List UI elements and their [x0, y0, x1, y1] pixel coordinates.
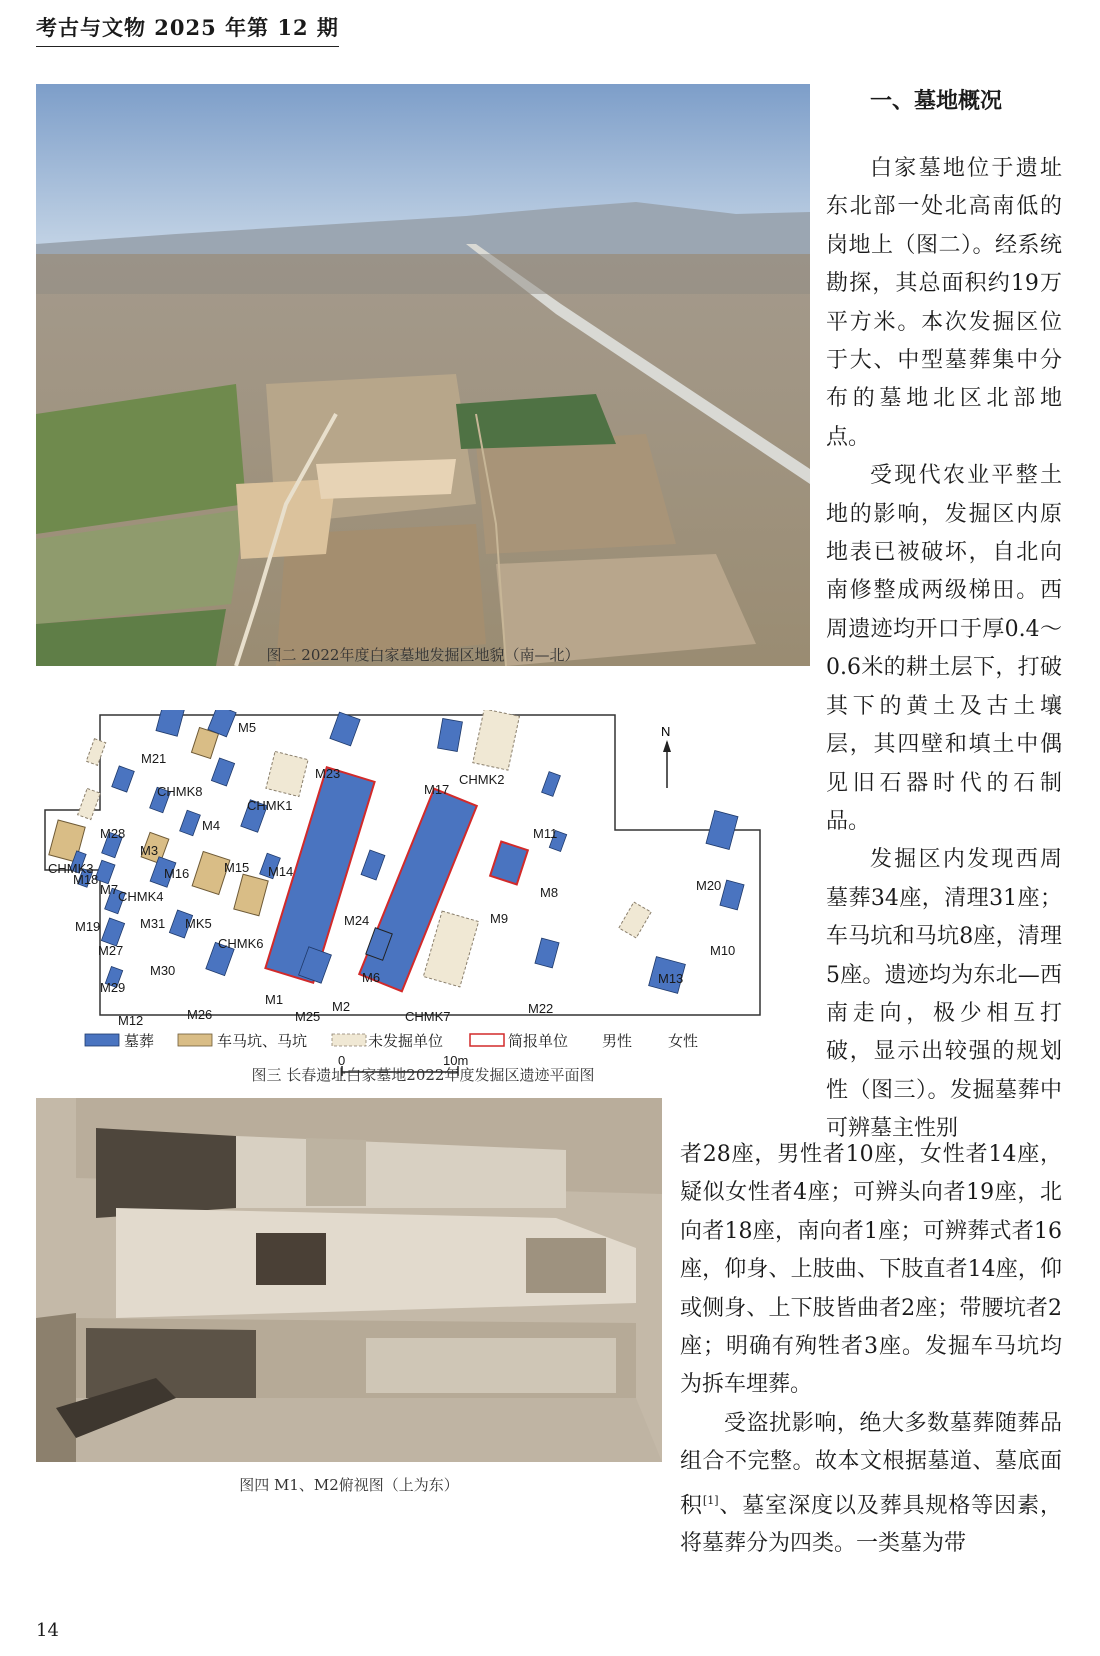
label-m30: M30	[150, 963, 176, 978]
legend-pit: 车马坑、马坑	[217, 1033, 308, 1050]
label-m1: M1	[265, 992, 284, 1007]
legend-unexcavated: 未发掘单位	[368, 1033, 444, 1050]
label-m18: M18	[73, 872, 99, 887]
legend-report: 简报单位	[508, 1033, 569, 1050]
label-m27: M27	[98, 943, 124, 958]
aerial-landscape-photo	[36, 84, 810, 666]
chmk7-shape	[423, 911, 478, 987]
lower-column-text	[680, 1136, 1062, 1564]
label-m8: M8	[540, 885, 559, 900]
figure-2-caption: 图二 2022年度白家墓地发掘区地貌（南—北）	[266, 646, 580, 664]
label-m21: M21	[141, 751, 167, 766]
label-m9: M9	[490, 911, 509, 926]
chmk1-shape	[266, 751, 308, 796]
paragraph: 发掘区内发现西周墓葬34座，清理31座；车马坑和马坑8座，清理5座。遗迹均为东北—西南走向，极少相互打破，显示出较强的规划性（图三）。发掘墓葬中可辨墓主性别	[826, 847, 1062, 1142]
label-chmk3: CHMK3	[48, 861, 94, 876]
label-m16: M16	[164, 866, 190, 881]
scale-zero: 0	[338, 1053, 346, 1068]
paragraph: 者28座，男性者10座，女性者14座，疑似女性者4座；可辨头向者19座，北向者18座，南向者1座；可辨葬式者16座，仰身、上肢曲、下肢直者14座，仰或侧身、上下肢皆曲者2座；带腰坑者2座；明确有殉牲者3座。发掘车马坑均为拆车埋葬。	[680, 1142, 1062, 1398]
label-m13: M13	[658, 971, 684, 986]
section-title: 一、墓地概况	[870, 88, 1003, 114]
label-mk5: MK5	[185, 916, 212, 931]
label-chmk6: CHMK6	[218, 936, 264, 951]
figure-3-caption: 图三 长春遗址白家墓地2022年度发掘区遗迹平面图	[251, 1066, 595, 1084]
chmk2-shape	[473, 710, 520, 770]
paragraph-text-tail: 、墓室深度以及葬具规格等因素，将墓葬分为四类。一类墓为带	[680, 1492, 1062, 1557]
tomb-top-view-photo	[36, 1098, 662, 1462]
label-m7: M7	[100, 882, 119, 897]
label-m5: M5	[238, 720, 257, 735]
label-chmk4: CHMK4	[118, 889, 164, 904]
label-m20: M20	[696, 878, 722, 893]
legend-tomb: 墓葬	[124, 1033, 155, 1050]
m9-shape	[490, 842, 528, 885]
label-m2: M2	[332, 999, 351, 1014]
label-m23: M23	[315, 766, 341, 781]
label-chmk8: CHMK8	[157, 784, 203, 799]
label-m31: M31	[140, 916, 166, 931]
label-m3: M3	[140, 843, 159, 858]
north-label: N	[661, 724, 671, 739]
label-chmk2: CHMK2	[459, 772, 505, 787]
chmk6-shape	[234, 874, 268, 916]
footnote-ref: [1]	[702, 1493, 719, 1507]
label-m10: M10	[710, 943, 736, 958]
label-m29: M29	[100, 980, 126, 995]
label-m17: M17	[424, 782, 450, 797]
label-m12: M12	[118, 1013, 144, 1028]
right-column-text	[826, 150, 1062, 1149]
label-m22: M22	[528, 1001, 554, 1016]
label-chmk7: CHMK7	[405, 1009, 451, 1024]
label-m24: M24	[344, 913, 370, 928]
site-plan-map	[40, 710, 800, 1104]
page-number: 14	[36, 1620, 59, 1641]
label-m19: M19	[75, 919, 101, 934]
paragraph: 白家墓地位于遗址东北部一处北高南低的岗地上（图二）。经系统勘探，其总面积约19万平方米。本次发掘区位于大、中型墓葬集中分布的墓地北区北部地点。	[826, 156, 1062, 450]
paragraph	[680, 1405, 1062, 1564]
label-m28: M28	[100, 826, 126, 841]
legend-male: 男性	[602, 1033, 633, 1050]
label-m25: M25	[295, 1009, 321, 1024]
label-m6: M6	[362, 970, 381, 985]
scale-end: 10m	[443, 1053, 469, 1068]
label-m14: M14	[268, 864, 294, 879]
paragraph: 受现代农业平整土地的影响，发掘区内原地表已被破坏，自北向南修整成两级梯田。西周遗迹均开口于厚0.4～0.6米的耕土层下，打破其下的黄土及古土壤层，其四壁和填土中偶见旧石器时代的石制品。	[826, 463, 1062, 834]
label-m4: M4	[202, 818, 221, 833]
legend-female: 女性	[668, 1033, 699, 1050]
label-m15: M15	[224, 860, 250, 875]
label-m11: M11	[533, 826, 558, 841]
paragraph-text: 受盗扰影响，绝大多数墓葬随葬品组合不完整。故本文根据墓道、墓底面积	[680, 1410, 1062, 1518]
figure-4-caption: 图四 M1、M2俯视图（上为东）	[239, 1476, 459, 1494]
journal-header: 考古与文物 2025 年第 12 期	[36, 12, 339, 47]
label-m26: M26	[187, 1007, 213, 1022]
label-chmk1: CHMK1	[247, 798, 293, 813]
